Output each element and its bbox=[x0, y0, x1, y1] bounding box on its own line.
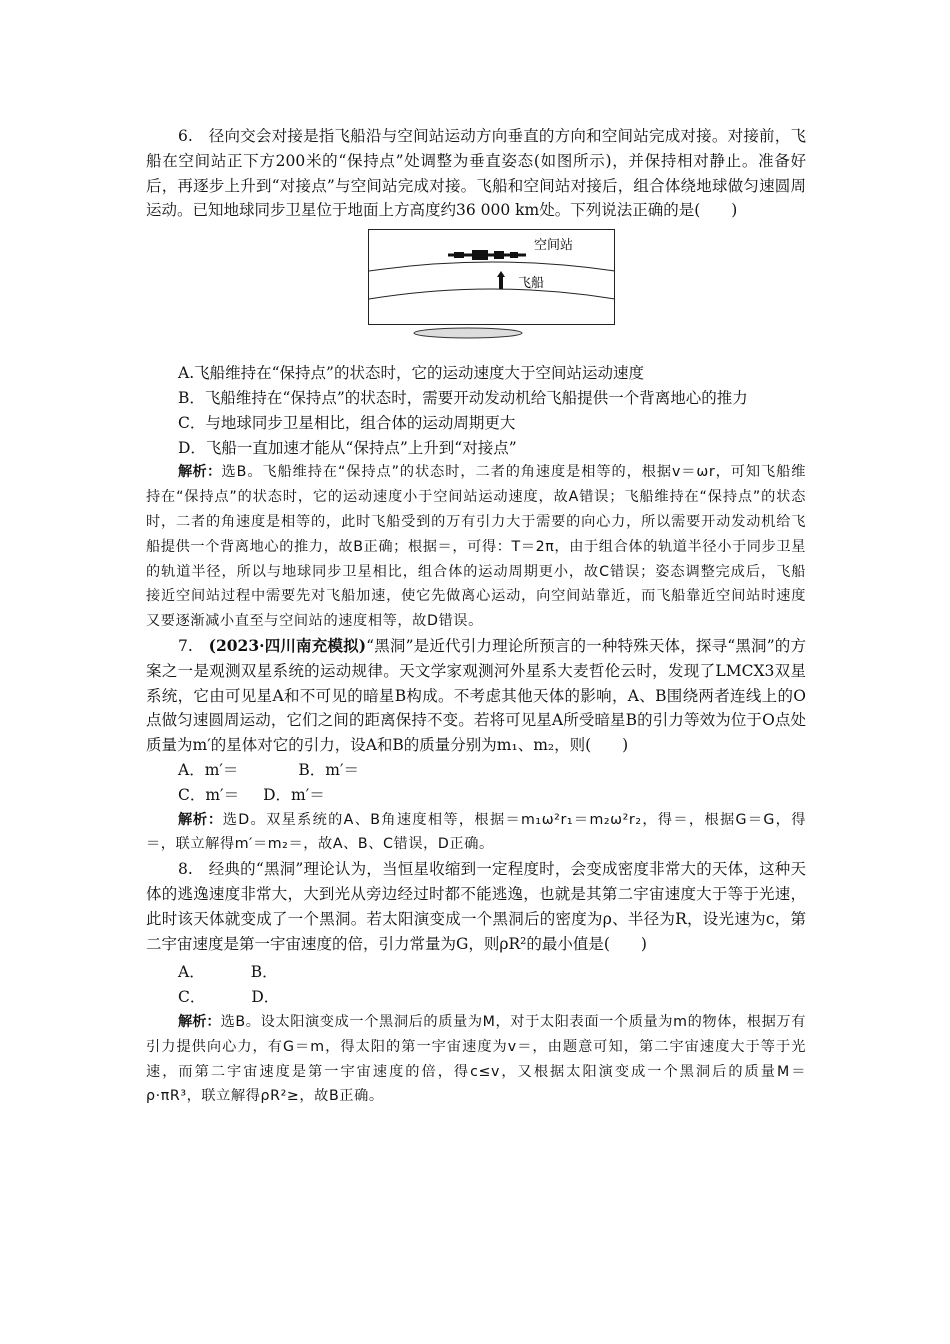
analysis-text: 选B。设太阳演变成一个黑洞后的质量为M，对于太阳表面一个质量为m的物体，根据万有引力提供向心力，有G＝m，得太阳的第一宇宙速度为v＝，由题意可知，第二宇宙速度大于等于光速，而第二宇宙速度是第一宇宙速度的倍，得c≤v，又根据太阳演变成一个黑洞后的质量M＝ρ·πR³，联立解得ρR²≥，故B正确。 bbox=[146, 1013, 806, 1105]
analysis-label: 解析： bbox=[178, 1013, 221, 1030]
q7-option-b: B．m′＝ bbox=[298, 760, 360, 779]
q7-stem bbox=[146, 634, 806, 758]
q7-source: (2023·四川南充模拟) bbox=[208, 635, 367, 655]
q7-option-c: C．m′＝ bbox=[178, 785, 240, 804]
analysis-label: 解析： bbox=[178, 811, 223, 828]
q7-option-d: D．m′＝ bbox=[263, 785, 325, 804]
analysis-text: 选B。飞船维持在“保持点”的状态时，二者的角速度是相等的，根据v＝ωr，可知飞船维持在“保持点”的状态时，它的运动速度小于空间站运动速度，故A错误；飞船维持在“保持点”的状态时，二者的角速度是相等的，此时飞船受到的万有引力大于需要的向心力，所以需要开动发动机给飞船提供一个背离地心的推力，故B正确；根据＝，可得：T＝2π，由于组合体的轨道半径小于同步卫星的轨道半径，所以与地球同步卫星相比，组合体的运动周期更小，故C错误；姿态调整完成后，飞船接近空间站过程中需要先对飞船加速，使它先做离心运动，向空间站靠近，而飞船靠近空间站时速度又要逐渐减小直至与空间站的速度相等，故D错误。 bbox=[146, 464, 806, 630]
q7-stem-text: “黑洞”是近代引力理论所预言的一种特殊天体，探寻“黑洞”的方案之一是观测双星系统的运动规律。天文学家观测河外星系大麦哲伦云时，发现了LMCX3双星系统，它由可见星A和不可见的暗星B构成。不考虑其他天体的影响，A、B围绕两者连线上的O点做匀速圆周运动，它们之间的距离保持不变。若将可见星A所受暗星B的引力等效为位于O点处质量为m′的星体对它的引力，设A和B的质量分别为m₁、m₂，则( ) bbox=[146, 636, 806, 755]
q8-option-b: B． bbox=[250, 963, 278, 982]
analysis-label: 解析： bbox=[178, 464, 222, 481]
q6-option-c: C．与地球同步卫星相比，组合体的运动周期更大 bbox=[178, 413, 516, 432]
q7-option-a: A．m′＝ bbox=[178, 760, 239, 779]
q6-analysis bbox=[146, 460, 806, 634]
label-space-station: 空间站 bbox=[534, 238, 574, 254]
q6-figure bbox=[146, 229, 806, 355]
q6-stem: 6. 径向交会对接是指飞船沿与空间站运动方向垂直的方向和空间站完成对接。对接前，飞船在空间站正下方200米的“保持点”处调整为垂直姿态(如图所示)，并保持相对静止。准备好后，再逐步上升到“对接点”与空间站完成对接。飞船和空间站对接后，组合体绕地球做匀速圆周运动。已知地球同步卫星位于地面上方高度约36 000 km处。下列说法正确的是( ) bbox=[146, 127, 806, 220]
docking-diagram bbox=[368, 229, 616, 355]
q6-option-d: D．飞船一直加速才能从“保持点”上升到“对接点” bbox=[178, 438, 517, 457]
q8-option-c: C． bbox=[178, 988, 206, 1007]
q7-analysis bbox=[146, 808, 806, 858]
earth-icon bbox=[414, 328, 522, 338]
q8-option-d: D． bbox=[251, 988, 280, 1007]
q6-option-b: B．飞船维持在“保持点”的状态时，需要开动发动机给飞船提供一个背离地心的推力 bbox=[178, 388, 748, 407]
q8-option-a: A． bbox=[178, 963, 205, 982]
q6-option-a: A.飞船维持在“保持点”的状态时，它的运动速度大于空间站运动速度 bbox=[178, 364, 644, 383]
q7-options-cd bbox=[146, 783, 806, 808]
q8-options-cd bbox=[146, 985, 806, 1010]
page-content bbox=[146, 124, 806, 1109]
label-spaceship: 飞船 bbox=[518, 276, 545, 292]
analysis-text: 选D。双星系统的A、B角速度相等，根据＝m₁ω²r₁＝m₂ω²r₂，得＝，根据G＝G，得＝，联立解得m′＝m₂＝，故A、B、C错误，D正确。 bbox=[146, 811, 806, 853]
q8-analysis bbox=[146, 1010, 806, 1109]
q7-options-ab bbox=[146, 758, 806, 783]
q8-options-ab bbox=[146, 960, 806, 985]
q7-number: 7. bbox=[178, 636, 209, 655]
q8-stem: 8. 经典的“黑洞”理论认为，当恒星收缩到一定程度时，会变成密度非常大的天体，这种天体的逃逸速度非常大，大到光从旁边经过时都不能逃逸，也就是其第二宇宙速度大于等于光速，此时该天体就变成了一个黑洞。若太阳演变成一个黑洞后的密度为ρ、半径为R，设光速为c，第二宇宙速度是第一宇宙速度的倍，引力常量为G，则ρR²的最小值是( ) bbox=[146, 860, 806, 953]
